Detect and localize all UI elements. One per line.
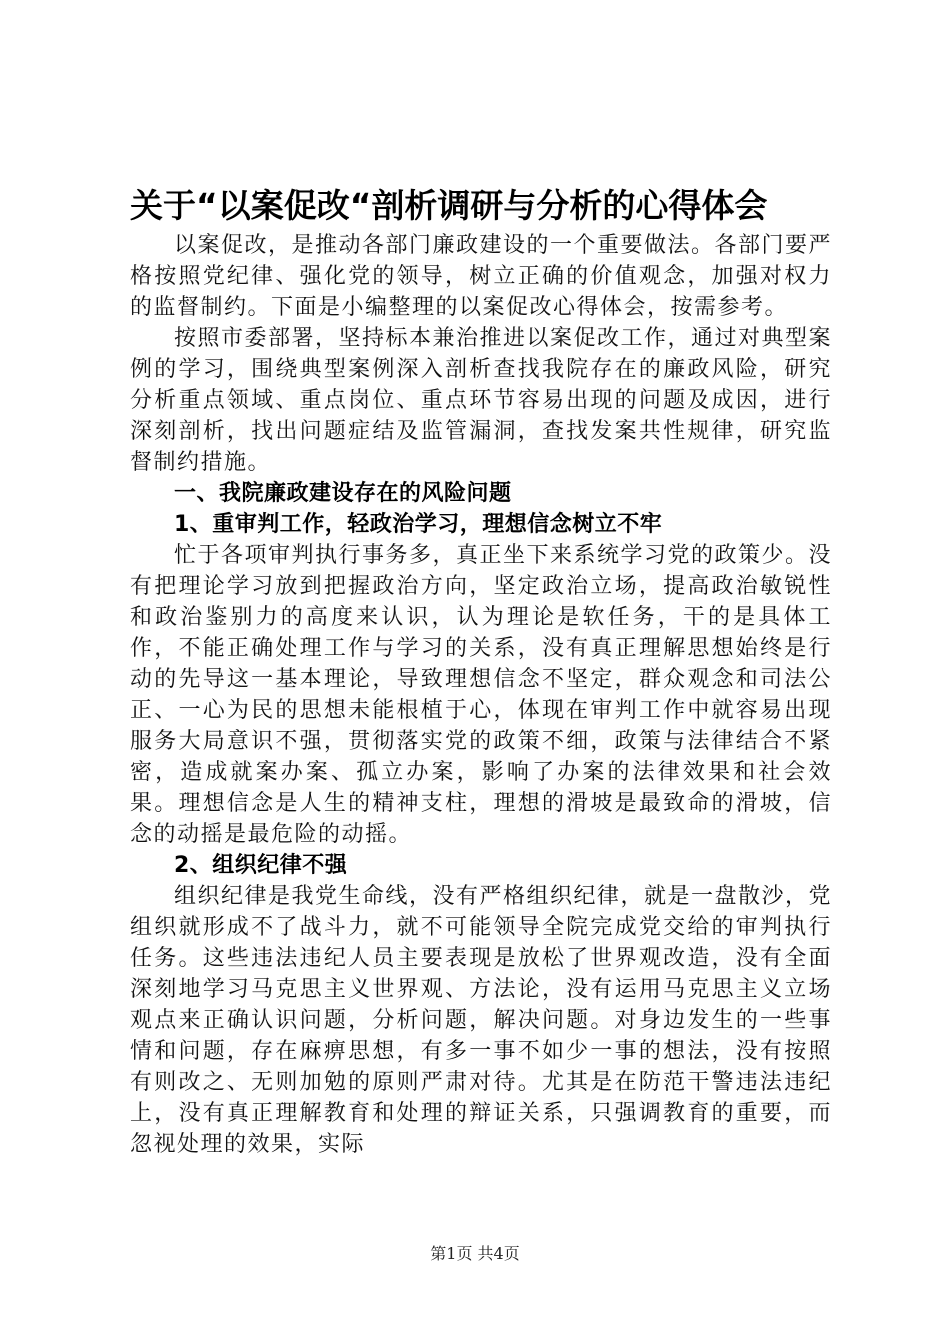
deployment-paragraph: 按照市委部署，坚持标本兼治推进以案促改工作，通过对典型案例的学习，围绕典型案例深入剖析查找我院存在的廉政风险，研究分析重点领域、重点岗位、重点环节容易出现的问题及成因，进行深刻剖析，找出问题症结及监管漏洞，查找发案共性规律，研究监督制约措施。: [130, 326, 833, 475]
section-heading-risks: 一、我院廉政建设存在的风险问题: [174, 481, 512, 506]
discipline-paragraph: 组织纪律是我党生命线，没有严格组织纪律，就是一盘散沙，党组织就形成不了战斗力，就不可能领导全院完成党交给的审判执行任务。这些违法违纪人员主要表现是放松了世界观改造，没有全面深刻地学习马克思主义世界观、方法论，没有运用马克思主义立场观点来正确认识问题，分析问题，解决问题。对身边发生的一些事情和问题，存在麻痹思想，有多一事不如少一事的想法，没有按照有则改之、无则加勉的原则严肃对待。尤其是在防范干警违法违纪上，没有真正理解教育和处理的辩证关系，只强调教育的重要，而忽视处理的效果，实际: [130, 884, 833, 1157]
subheading-political-study: 1、重审判工作，轻政治学习，理想信念树立不牢: [174, 512, 663, 537]
document-content: [130, 184, 832, 1160]
subheading-discipline: 2、组织纪律不强: [174, 853, 348, 878]
document-title: 关于“以案促改“剖析调研与分析的心得体会: [130, 186, 768, 225]
political-study-paragraph: 忙于各项审判执行事务多，真正坐下来系统学习党的政策少。没有把理论学习放到把握政治方向，坚定政治立场，提高政治敏锐性和政治鉴别力的高度来认识，认为理论是软任务，干的是具体工作，不能正确处理工作与学习的关系，没有真正理解思想始终是行动的先导这一基本理论，导致理想信念不坚定，群众观念和司法公正、一心为民的思想未能根植于心，体现在审判工作中就容易出现服务大局意识不强，贯彻落实党的政策不细，政策与法律结合不紧密，造成就案办案、孤立办案，影响了办案的法律效果和社会效果。理想信念是人生的精神支柱，理想的滑坡是最致命的滑坡，信念的动摇是最危险的动摇。: [130, 543, 833, 847]
document-body: [130, 230, 832, 1160]
page-number-footer: 第1页 共4页: [430, 1244, 520, 1263]
intro-paragraph: 以案促改，是推动各部门廉政建设的一个重要做法。各部门要严格按照党纪律、强化党的领导，树立正确的价值观念，加强对权力的监督制约。下面是小编整理的以案促改心得体会，按需参考。: [130, 233, 833, 320]
